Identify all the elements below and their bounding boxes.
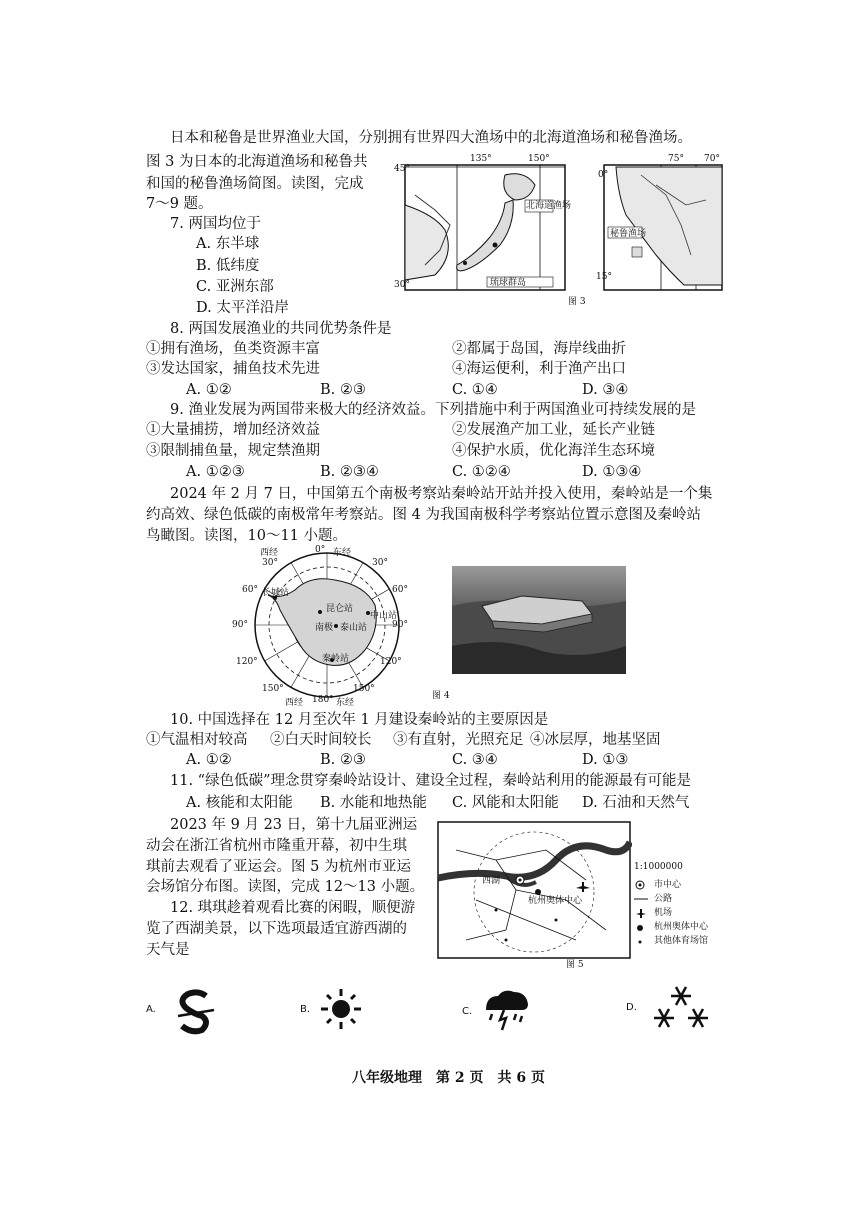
q12-option-d-label: D.	[626, 1002, 637, 1013]
fig4-bottom-east: 东经	[336, 698, 355, 708]
fig4-lon-60-right: 60°	[392, 585, 408, 595]
q7-option-c: C. 亚洲东部	[196, 279, 274, 295]
fig4-bottom-west: 西经	[285, 698, 304, 708]
q11-option-b: B. 水能和地热能	[320, 795, 427, 811]
legend-city-center-icon	[635, 880, 645, 890]
fig3-japan-map	[395, 155, 575, 295]
fig4-station-qinling: 秦岭站	[322, 654, 350, 664]
intro-7-9-line2: 图 3 为日本的北海道渔场和秘鲁共	[146, 154, 368, 170]
fig4-lon-90-right: 90°	[392, 620, 408, 630]
fig5-caption: 图 5	[566, 960, 584, 970]
intro-10-11-line2: 约高效、绿色低碳的南极常年考察站。图 4 为我国南极科学考察站位置示意图及秦岭站	[146, 507, 701, 523]
fig5-legend-road: 公路	[654, 894, 673, 904]
fig4-station-changcheng: 长城站	[262, 588, 290, 598]
fig3-ryukyu-label: 琉球群岛	[490, 278, 527, 288]
q9-option-a: A. ①②③	[186, 464, 245, 480]
page-footer: 八年级地理 第 2 页 共 6 页	[352, 1070, 545, 1086]
fig4-station-kunlun: 昆仑站	[326, 604, 354, 614]
legend-olympic-center-icon	[636, 924, 644, 932]
fig5-xihu-label: 西湖	[482, 876, 501, 886]
q8-statement-3: ③发达国家，捕鱼技术先进	[146, 361, 320, 377]
fig4-south-pole: 南极	[315, 623, 334, 633]
fig3-peru-map	[596, 155, 726, 295]
fig4-lon-60-left: 60°	[242, 585, 258, 595]
q10-statement-2: ②白天时间较长	[270, 732, 372, 748]
fig3-japan-lat-top: 45°	[394, 164, 410, 174]
snow-icon	[650, 984, 712, 1032]
fig4-lon-90-left: 90°	[232, 620, 248, 630]
q10-option-d: D. ①③	[582, 752, 629, 768]
legend-airport-icon	[635, 908, 647, 920]
q7-option-b: B. 低纬度	[196, 258, 260, 274]
intro-7-9-line3: 和国的秘鲁渔场简图。读图，完成	[146, 176, 364, 192]
q8-option-a: A. ①②	[186, 382, 232, 398]
intro-12-13-line4: 会场馆分布图。读图，完成 12～13 小题。	[146, 879, 425, 895]
q7-option-d: D. 太平洋沿岸	[196, 300, 289, 316]
q10-option-b: B. ②③	[320, 752, 366, 768]
q9-option-b: B. ②③④	[320, 464, 379, 480]
fig4-qinling-aerial-photo	[452, 566, 626, 674]
q10-option-a: A. ①②	[186, 752, 232, 768]
q8-option-b: B. ②③	[320, 382, 366, 398]
intro-12-13-line3: 琪前去观看了亚运会。图 5 为杭州市亚运	[146, 859, 411, 875]
q11-option-d: D. 石油和天然气	[582, 795, 690, 811]
fig4-lon-150-right: 150°	[353, 684, 375, 694]
fig5-olympic-label: 杭州奥体中心	[528, 896, 583, 906]
fig3-hokkaido-label: 北海道渔场	[526, 201, 572, 211]
fig4-station-taishan: 泰山站	[340, 623, 368, 633]
q9-option-d: D. ①③④	[582, 464, 642, 480]
fig3-japan-lon2: 150°	[528, 154, 550, 164]
q11-option-c: C. 风能和太阳能	[452, 795, 559, 811]
q8-statement-1: ①拥有渔场，鱼类资源丰富	[146, 341, 320, 357]
q9-statement-1: ①大量捕捞，增加经济效益	[146, 422, 320, 438]
q12-option-b-label: B.	[300, 1004, 311, 1015]
fig3-peru-fishery-label: 秘鲁渔场	[610, 229, 647, 239]
typhoon-icon	[170, 986, 220, 1036]
intro-10-11-line3: 鸟瞰图。读图，10～11 小题。	[146, 528, 348, 544]
q8-option-d: D. ③④	[582, 382, 629, 398]
q8-statement-4: ④海运便利，利于渔产出口	[452, 361, 626, 377]
fig4-bottom-180: 180°	[312, 695, 334, 705]
q8-option-c: C. ①④	[452, 382, 498, 398]
fig3-japan-lon1: 135°	[470, 154, 492, 164]
fig4-top-east: 东经	[333, 548, 352, 558]
q8-stem: 8. 两国发展渔业的共同优势条件是	[170, 321, 392, 337]
intro-10-11-line1: 2024 年 2 月 7 日，中国第五个南极考察站秦岭站开站并投入使用，秦岭站是一个集	[170, 486, 713, 502]
q7-stem: 7. 两国均位于	[170, 216, 261, 232]
q10-statement-3: ③有直射，光照充足	[393, 732, 524, 748]
fig3-caption: 图 3	[568, 297, 586, 307]
q11-stem: 11. “绿色低碳”理念贯穿秦岭站设计、建设全过程，秦岭站利用的能源最有可能是	[170, 773, 691, 789]
fig5-legend-airport: 机场	[654, 908, 673, 918]
q10-statement-4: ④冰层厚，地基坚固	[530, 732, 661, 748]
fig4-lon-150-left: 150°	[262, 684, 284, 694]
fig3-peru-lat-bottom: 15°	[596, 272, 612, 282]
fig4-top-west: 西经	[260, 548, 279, 558]
q9-stem: 9. 渔业发展为两国带来极大的经济效益。下列措施中利于两国渔业可持续发展的是	[170, 402, 696, 418]
fig3-peru-lon1: 75°	[668, 154, 684, 164]
intro-7-9-line4: 7～9 题。	[146, 196, 213, 212]
q10-statement-1: ①气温相对较高	[146, 732, 248, 748]
fig3-japan-lat-bottom: 30°	[394, 280, 410, 290]
q12-line2: 览了西湖美景，以下选项最适宜游西湖的	[146, 921, 407, 937]
intro-12-13-line1: 2023 年 9 月 23 日，第十九届亚洲运	[170, 817, 418, 833]
fig4-lon-120-right: 120°	[380, 657, 402, 667]
fig3-peru-lat-top: 0°	[598, 170, 609, 180]
thunderstorm-icon	[482, 988, 532, 1032]
fig4-lon-30-left: 30°	[262, 558, 278, 568]
fig4-lon-30-right: 30°	[372, 558, 388, 568]
q12-line3: 天气是	[146, 942, 190, 958]
fig4-top-0: 0°	[315, 545, 326, 555]
q12-option-c-label: C.	[462, 1006, 473, 1017]
fig5-legend-olympic: 杭州奥体中心	[654, 922, 709, 932]
q9-statement-3: ③限制捕鱼量，规定禁渔期	[146, 443, 320, 459]
fig4-caption: 图 4	[432, 691, 450, 701]
fig3-peru-lon2: 70°	[704, 154, 720, 164]
q12-line1: 12. 琪琪趁着观看比赛的闲暇，顺便游	[170, 900, 416, 916]
fig5-scale: 1:1000000	[634, 862, 683, 872]
q9-statement-2: ②发展渔产加工业，延长产业链	[452, 422, 655, 438]
legend-road-icon	[634, 896, 648, 902]
q12-option-a-label: A.	[146, 1004, 156, 1015]
legend-stadium-icon	[637, 939, 643, 945]
fig5-legend-city-center: 市中心	[654, 880, 682, 890]
fig5-hangzhou-map	[436, 820, 632, 960]
fig5-legend-stadium: 其他体育场馆	[654, 936, 709, 946]
fig4-station-zhongshan: 中山站	[370, 611, 398, 621]
q11-option-a: A. 核能和太阳能	[186, 795, 293, 811]
q7-option-a: A. 东半球	[196, 236, 260, 252]
q8-statement-2: ②都属于岛国，海岸线曲折	[452, 341, 626, 357]
q10-stem: 10. 中国选择在 12 月至次年 1 月建设秦岭站的主要原因是	[170, 712, 549, 728]
intro-12-13-line2: 动会在浙江省杭州市隆重开幕，初中生琪	[146, 838, 407, 854]
intro-7-9-line1: 日本和秘鲁是世界渔业大国，分别拥有世界四大渔场中的北海道渔场和秘鲁渔场。	[170, 130, 692, 146]
sunny-icon	[320, 988, 362, 1030]
q9-option-c: C. ①②④	[452, 464, 511, 480]
q9-statement-4: ④保护水质，优化海洋生态环境	[452, 443, 655, 459]
q10-option-c: C. ③④	[452, 752, 498, 768]
fig4-lon-120-left: 120°	[236, 657, 258, 667]
